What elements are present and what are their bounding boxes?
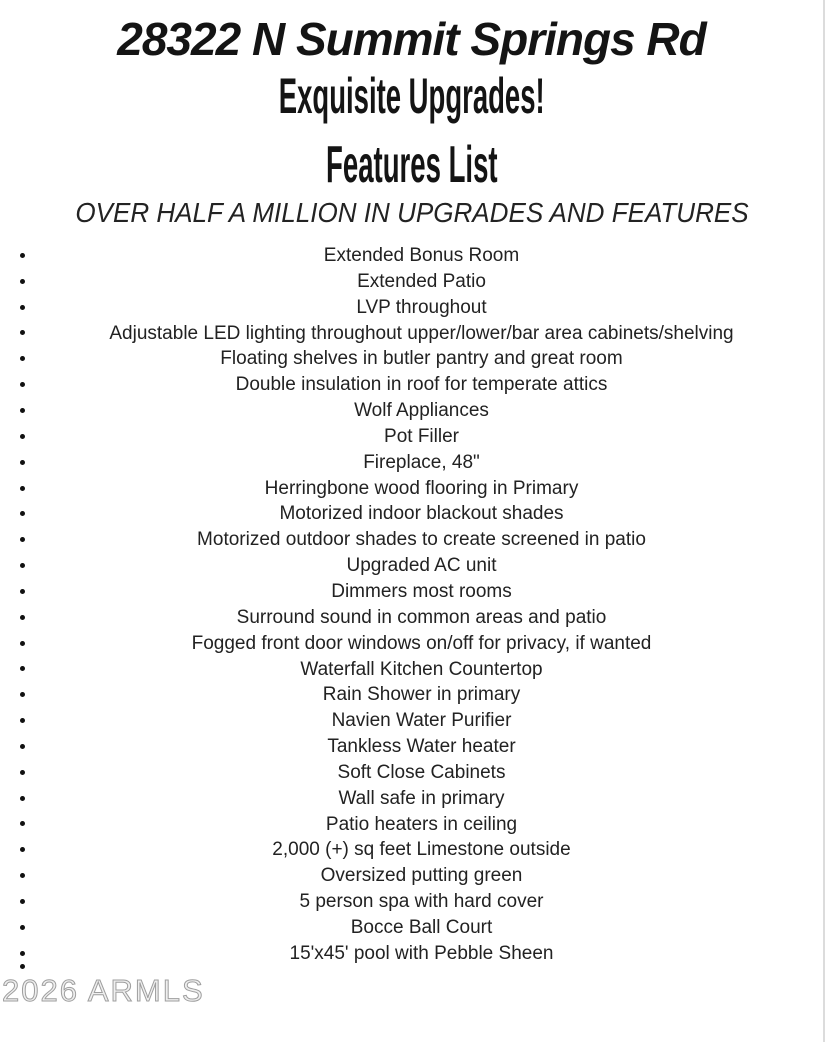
bullet-icon [20, 666, 25, 671]
list-item-text: Surround sound in common areas and patio [236, 606, 607, 628]
bullet-icon [20, 951, 25, 956]
list-item-text: LVP throughout [356, 296, 487, 318]
list-item-text: Bocce Ball Court [350, 916, 493, 938]
list-item [0, 501, 823, 527]
list-item-text: Double insulation in roof for temperate attics [235, 374, 608, 396]
list-item [0, 527, 823, 553]
property-address-title: 28322 N Summit Springs Rd [117, 13, 706, 65]
list-item-text: Motorized outdoor shades to create screened in patio [197, 529, 646, 551]
features-list-heading [0, 136, 823, 194]
list-item-text: Fogged front door windows on/off for privacy, if wanted [191, 632, 652, 654]
armls-watermark: 2026 ARMLS [2, 973, 205, 1008]
bullet-icon [20, 770, 25, 775]
list-item-text: Navien Water Purifier [331, 710, 512, 732]
bullet-icon [20, 692, 25, 697]
list-item [0, 708, 823, 734]
bullet-icon [20, 899, 25, 904]
bullet-icon [20, 718, 25, 723]
list-item [0, 450, 823, 476]
list-item [0, 786, 823, 812]
list-item-text: Pot Filler [384, 425, 459, 447]
features-list [0, 243, 823, 967]
document-header [0, 10, 823, 230]
list-item-text: Floating shelves in butler pantry and great room [220, 348, 623, 370]
list-item-text: Rain Shower in primary [322, 684, 521, 706]
list-item-text: Dimmers most rooms [331, 580, 512, 602]
list-item [0, 889, 823, 915]
list-item [0, 734, 823, 760]
bullet-icon [20, 821, 25, 826]
list-item-text: 15'x45' pool with Pebble Sheen [289, 942, 554, 964]
tagline-text: OVER HALF A MILLION IN UPGRADES AND FEATURES [74, 197, 749, 228]
list-item-text: Waterfall Kitchen Countertop [300, 658, 543, 680]
list-item [0, 424, 823, 450]
list-item [0, 605, 823, 631]
tagline-heading [0, 196, 823, 230]
bullet-icon [20, 563, 25, 568]
subtitle-heading [0, 68, 823, 124]
list-item [0, 243, 823, 269]
list-item [0, 812, 823, 838]
list-item-text: Fireplace, 48" [363, 451, 480, 473]
bullet-icon [20, 537, 25, 542]
list-item [0, 657, 823, 683]
bullet-icon [20, 460, 25, 465]
bullet-icon [20, 356, 25, 361]
bullet-icon [20, 589, 25, 594]
bullet-icon [20, 330, 25, 335]
bullet-icon [20, 641, 25, 646]
bullet-icon [20, 744, 25, 749]
bullet-icon [20, 305, 25, 310]
bullet-icon [20, 279, 25, 284]
list-item-text: Upgraded AC unit [346, 555, 497, 577]
list-item [0, 837, 823, 863]
list-item-text: Patio heaters in ceiling [325, 813, 518, 835]
bullet-icon [20, 408, 25, 413]
list-item-text: Wall safe in primary [338, 787, 505, 809]
bullet-icon [20, 925, 25, 930]
bullet-icon [20, 873, 25, 878]
bullet-icon [20, 964, 25, 969]
list-item [0, 760, 823, 786]
list-item [0, 579, 823, 605]
list-item [0, 682, 823, 708]
list-item [0, 398, 823, 424]
list-item [0, 295, 823, 321]
list-item [0, 346, 823, 372]
list-item-text: Soft Close Cabinets [337, 761, 506, 783]
list-item-text: 2,000 (+) sq feet Limestone outside [272, 839, 571, 861]
list-item-text: Extended Patio [357, 270, 486, 292]
list-item-text: Extended Bonus Room [323, 245, 520, 266]
bullet-icon [20, 796, 25, 801]
bullet-icon [20, 615, 25, 620]
list-item [0, 941, 823, 967]
list-item-text: 5 person spa with hard cover [299, 891, 544, 913]
features-list-heading-text: Features List [325, 136, 498, 194]
list-item [0, 915, 823, 941]
list-item-text: Wolf Appliances [354, 400, 489, 422]
list-item [0, 476, 823, 502]
bullet-icon [20, 434, 25, 439]
list-item-text: Motorized indoor blackout shades [279, 503, 564, 525]
list-item [0, 553, 823, 579]
list-item [0, 321, 823, 347]
bullet-icon [20, 486, 25, 491]
bullet-icon [20, 253, 25, 258]
list-item [0, 631, 823, 657]
list-item [0, 269, 823, 295]
list-item-text: Oversized putting green [320, 865, 523, 887]
list-item-text: Adjustable LED lighting throughout upper/lower/bar area cabinets/shelving [109, 322, 734, 344]
bullet-icon [20, 847, 25, 852]
list-item-text: Herringbone wood flooring in Primary [264, 477, 579, 499]
list-item [0, 372, 823, 398]
bullet-icon [20, 382, 25, 387]
list-item [0, 863, 823, 889]
bullet-icon [20, 511, 25, 516]
subtitle-text: Exquisite Upgrades! [278, 68, 545, 124]
list-item-text: Tankless Water heater [327, 736, 516, 758]
